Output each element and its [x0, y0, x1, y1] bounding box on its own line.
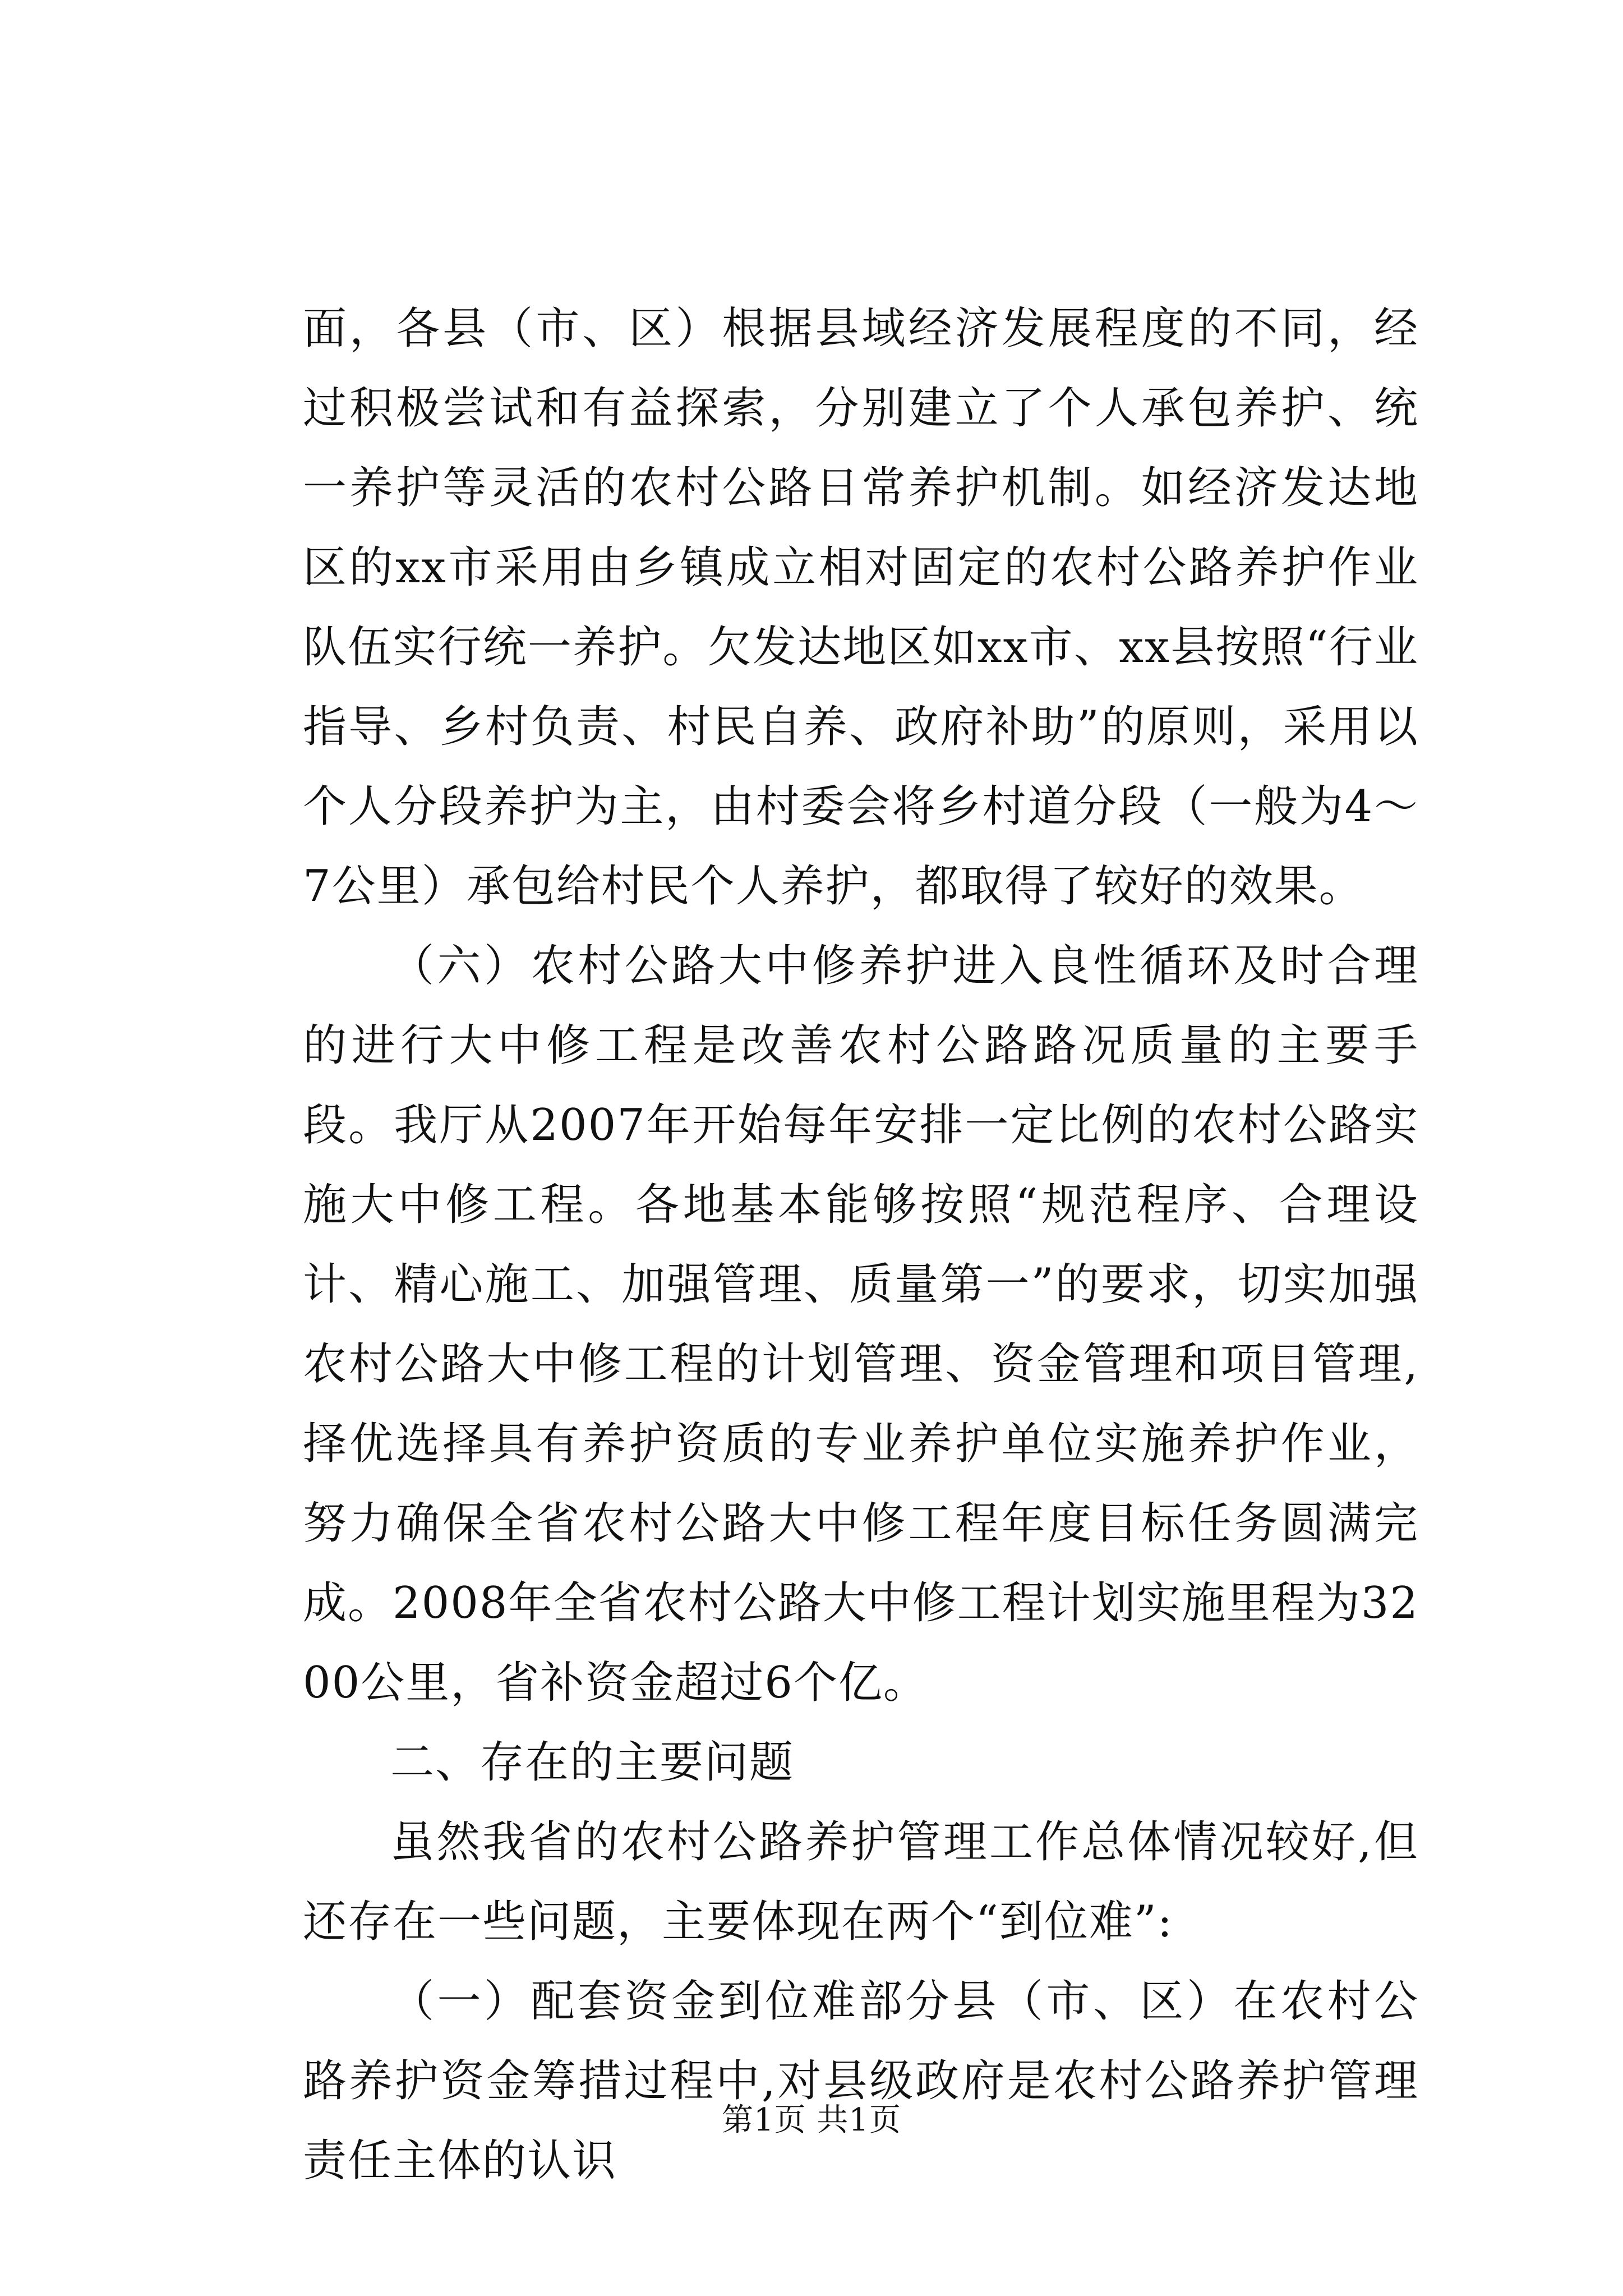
paragraph-funding-problem: （一）配套资金到位难部分县（市、区）在农村公路养护资金筹措过程中,对县级政府是农村公路养护管理责任主体的认识	[303, 1976, 1419, 2186]
page-footer: 第1页 共1页	[721, 2102, 902, 2138]
section-heading-problems: 二、存在的主要问题	[390, 1737, 795, 1788]
paragraph-problems-intro: 虽然我省的农村公路养护管理工作总体情况较好,但还存在一些问题，主要体现在两个“到位难”:	[303, 1817, 1419, 1947]
document-body	[303, 289, 1419, 2201]
paragraph-continuation: 面，各县（市、区）根据县域经济发展程度的不同，经过积极尝试和有益探索，分别建立了个人承包养护、统一养护等灵活的农村公路日常养护机制。如经济发达地区的xx市采用由乡镇成立相对固定的农村公路养护作业队伍实行统一养护。欠发达地区如xx市、xx县按照“行业指导、乡村负责、村民自养、政府补助”的原则，采用以个人分段养护为主，由村委会将乡村道分段（一般为4～7公里）承包给村民个人养护，都取得了较好的效果。	[303, 303, 1419, 912]
paragraph-section-six: （六）农村公路大中修养护进入良性循环及时合理的进行大中修工程是改善农村公路路况质量的主要手段。我厅从2007年开始每年安排一定比例的农村公路实施大中修工程。各地基本能够按照“规范程序、合理设计、精心施工、加强管理、质量第一”的要求，切实加强农村公路大中修工程的计划管理、资金管理和项目管理,择优选择具有养护资质的专业养护单位实施养护作业，努力确保全省农村公路大中修工程年度目标任务圆满完成。2008年全省农村公路大中修工程计划实施里程为3200公里，省补资金超过6个亿。	[303, 941, 1419, 1708]
